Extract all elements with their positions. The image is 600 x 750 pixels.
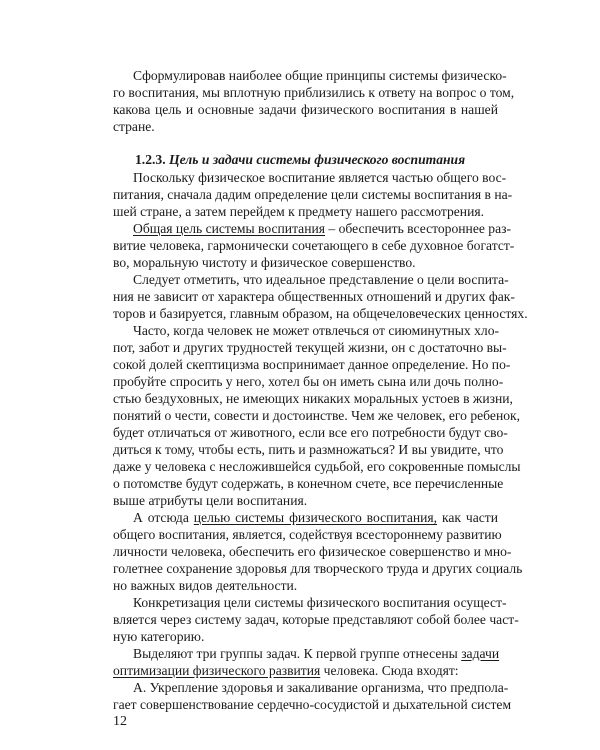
p5-line-2: общего воспитания, является, содействуя всестороннему развитию — [113, 527, 502, 542]
p4-line-3: сокой долей скептицизма воспринимает данное определение. Но по- — [113, 357, 511, 372]
p7-post: человека. Сюда входят: — [320, 663, 459, 678]
section-number: 1.2.3. — [135, 152, 166, 167]
p3-line-2: ния не зависит от характера общественных отношений и других фак- — [113, 289, 515, 304]
p4-line-6: понятий о чести, совести и достоинстве. Чем же человек, его ребенок, — [113, 408, 521, 423]
p4-line-2: пот, забот и других трудностей текущей жизни, он с достаточно вы- — [113, 340, 507, 355]
tasks-term: задачи — [461, 646, 500, 661]
p4-line-4: пробуйте спросить у него, хотел бы он иметь сына или дочь полно- — [113, 374, 504, 389]
p3-line-3: торов и базируется, главным образом, на общечеловеческих ценностях. — [113, 306, 528, 321]
p4-line-1: Часто, когда человек не может отвлечься от сиюминутных хло- — [133, 323, 500, 338]
intro-line-2: го воспитания, мы вплотную приблизились к ответу на вопрос о том, — [113, 85, 515, 100]
general-goal-term: Общая цель системы воспитания — [133, 221, 326, 236]
p4-line-7: будет отличаться от животного, если все его потребности будут сво- — [113, 425, 508, 440]
physical-education-goal-term: целью системы физического воспитания, — [193, 510, 438, 525]
section-title: Цель и задачи системы физического воспитания — [169, 152, 466, 167]
page-number: 12 — [113, 714, 127, 729]
p4-line-9: даже у человека с несложившейся судьбой, его сокровенные помыслы — [113, 459, 521, 474]
p1-line-3: шей стране, а затем перейдем к предмету нашего рассмотрения. — [113, 204, 485, 219]
p2-line-3: во, моральную чистоту и физическое совершенство. — [113, 255, 416, 270]
p4-line-5: стью бездуховных, не имеющих никаких моральных устоев в жизни, — [113, 391, 513, 406]
p1-line-1: Поскольку физическое воспитание является частью общего вос- — [133, 170, 507, 185]
intro-line-3: какова цель и основные задачи физического воспитания в нашей — [113, 102, 498, 117]
p4-line-10: о потомстве будут содержать, в конечном счете, все перечисленные — [113, 476, 504, 491]
p5-line-3: личности человека, обеспечить его физическое совершенство и мно- — [113, 544, 512, 559]
p2-line-2: витие человека, гармонически сочетающего в себе духовное богатст- — [113, 238, 515, 253]
p6-line-3: ную категорию. — [113, 629, 205, 644]
p5-line-4: голетнее сохранение здоровья для творческого труда и других социаль — [113, 561, 523, 576]
p2-line-1 — [133, 220, 512, 237]
p8-line-2: гает совершенствование сердечно-сосудистой и дыхательной систем — [113, 697, 512, 712]
p7-line-1 — [133, 645, 498, 662]
p5-pre: А отсюда — [133, 510, 194, 525]
optimization-term: оптимизации физического развития — [113, 663, 321, 678]
p8-line-1: А. Укрепление здоровья и закаливание организма, что предпола- — [133, 680, 509, 695]
p6-line-1: Конкретизация цели системы физического воспитания осущест- — [133, 595, 507, 610]
p5-line-5: но важных видов деятельности. — [113, 578, 298, 593]
p2-line-1-rest: – обеспечить всестороннее раз- — [325, 221, 512, 236]
section-heading — [135, 151, 465, 168]
p5-post: как части — [437, 510, 499, 525]
p5-line-1 — [133, 509, 498, 526]
p4-line-8: диться к тому, чтобы есть, пить и размножаться? И вы увидите, что — [113, 442, 504, 457]
p6-line-2: вляется через систему задач, которые представляют собой более част- — [113, 612, 519, 627]
intro-line-4: стране. — [113, 119, 155, 134]
intro-line-1: Сформулировав наиболее общие принципы системы физическо- — [133, 68, 507, 83]
p1-line-2: питания, сначала дадим определение цели системы воспитания в на- — [113, 187, 513, 202]
p4-line-11: выше атрибуты цели воспитания. — [113, 493, 308, 508]
p7-pre: Выделяют три группы задач. К первой группе отнесены — [133, 646, 462, 661]
p3-line-1: Следует отметить, что идеальное представление о цели воспита- — [133, 272, 509, 287]
p7-line-2 — [113, 662, 498, 679]
